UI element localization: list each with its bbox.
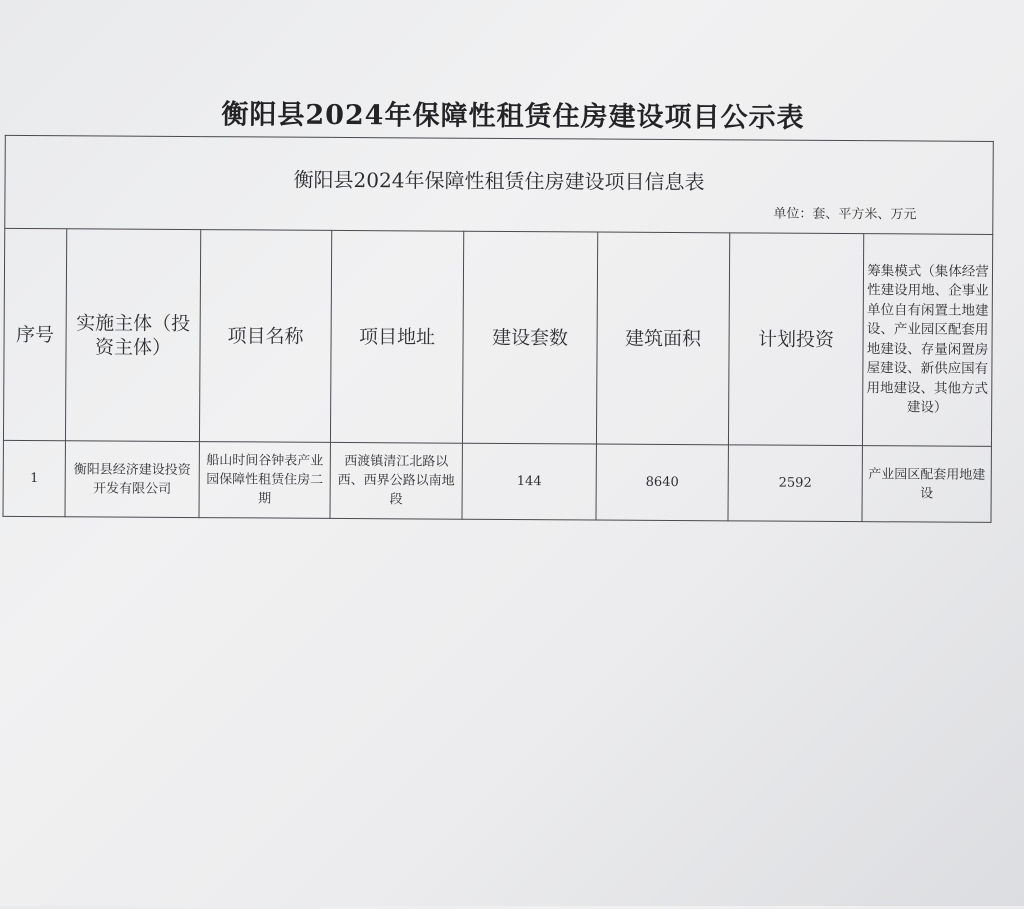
- unit-note: 单位：套、平方米、万元: [773, 206, 917, 223]
- cell-seq: 1: [3, 440, 65, 516]
- header-project: 项目名称: [199, 230, 331, 443]
- header-mode: 筹集模式（集体经营性建设用地、企事业单位自有闲置土地建设、产业园区配套用地建设、存量闲置房屋建设、新供应国有用地建设、其他方式建设）: [862, 234, 992, 447]
- cell-units: 144: [462, 443, 596, 520]
- cell-investment: 2592: [728, 445, 862, 522]
- header-row: [3, 228, 992, 446]
- header-address: 项目地址: [330, 230, 463, 443]
- header-investment: 计划投资: [728, 233, 863, 446]
- header-entity: 实施主体（投资主体）: [65, 229, 200, 442]
- cell-project: 船山时间谷钟表产业园保障性租赁住房二期: [199, 442, 330, 519]
- table-caption-cell: [5, 135, 994, 234]
- header-seq: 序号: [3, 228, 66, 440]
- sub-title: 衡阳县2024年保障性租赁住房建设项目信息表: [293, 167, 705, 195]
- header-area: 建筑面积: [596, 232, 729, 445]
- table-row: [3, 440, 991, 522]
- info-table: [2, 135, 993, 523]
- cell-entity: 衡阳县经济建设投资开发有限公司: [65, 441, 199, 518]
- cell-area: 8640: [596, 444, 728, 521]
- main-title: 衡阳县2024年保障性租赁住房建设项目公示表: [221, 99, 805, 134]
- cell-address: 西渡镇清江北路以西、西界公路以南地段: [330, 442, 462, 519]
- header-units: 建设套数: [462, 231, 597, 444]
- cell-mode: 产业园区配套用地建设: [862, 446, 991, 523]
